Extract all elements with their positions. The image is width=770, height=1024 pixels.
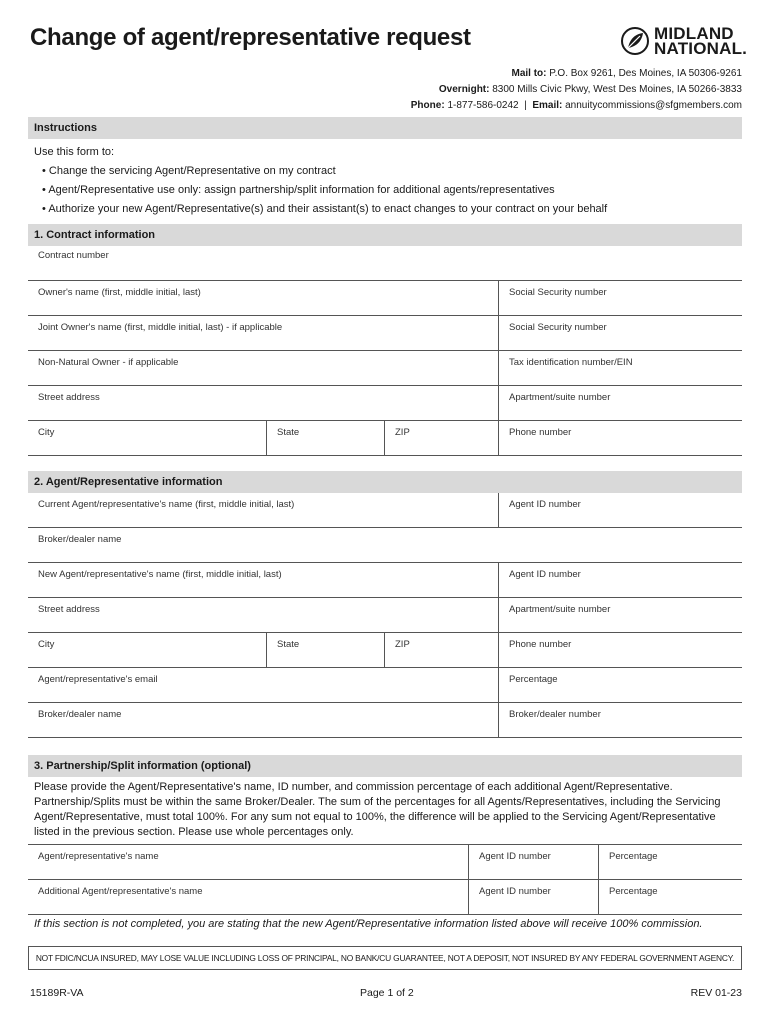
form-id: 15189R-VA — [30, 987, 84, 999]
street-address-field[interactable]: Street address — [38, 392, 100, 403]
mail-label: Mail to: — [511, 68, 547, 79]
agent-apartment-field[interactable]: Apartment/suite number — [498, 598, 742, 632]
agent-state-field[interactable]: State — [266, 633, 384, 667]
email-value: annuitycommissions@sfgmembers.com — [565, 100, 742, 111]
split-row — [28, 880, 742, 915]
commission-note: If this section is not completed, you are stating that the new Agent/Representative information listed above will receive 100% commission. — [34, 918, 703, 930]
split-instructions: Please provide the Agent/Representative's name, ID number, and commission percentage of each additional Agent/Representative. Partnership/Splits must be within the same Broker/Dealer. The sum of the percentages for all Agents/Representatives, including the Servicing Agent/Representative, must total 100%. For any sum not equal to 100%, the difference will be applied to the Servicing Agent/Representative listed in the previous section. Please use whole percentages only. — [34, 781, 721, 838]
revision: REV 01-23 — [690, 987, 742, 999]
new-agent-id-field[interactable]: Agent ID number — [498, 563, 742, 597]
agent-email-field[interactable]: Agent/representative's email — [38, 674, 158, 685]
tin-field[interactable]: Tax identification number/EIN — [498, 351, 742, 385]
owner-row — [28, 281, 742, 316]
additional-percentage-field[interactable]: Percentage — [598, 880, 742, 914]
page-title: Change of agent/representative request — [30, 24, 471, 51]
agent-email-row — [28, 668, 742, 703]
joint-owner-name-field[interactable]: Joint Owner's name (first, middle initial, last) - if applicable — [38, 322, 283, 333]
joint-owner-row — [28, 316, 742, 351]
apartment-field[interactable]: Apartment/suite number — [498, 386, 742, 420]
agent-city-row — [28, 633, 742, 668]
phone-label: Phone: — [410, 100, 445, 111]
logo-line-2: NATIONAL. — [654, 39, 748, 58]
instruction-item: • Authorize your new Agent/Representative(s) and their assistant(s) to enact changes to your contract on your behalf — [34, 200, 607, 219]
disclaimer: NOT FDIC/NCUA INSURED, MAY LOSE VALUE INCLUDING LOSS OF PRINCIPAL, NO BANK/CU GUARANTEE, NOT A DEPOSIT, NOT INSURED BY ANY FEDERAL GOVERNMENT AGENCY. — [28, 946, 742, 970]
split-percentage-field[interactable]: Percentage — [598, 845, 742, 879]
page-number: Page 1 of 2 — [360, 987, 414, 999]
broker-row — [28, 528, 742, 563]
section1-heading: 1. Contract information — [28, 224, 742, 246]
split-agent-name-field[interactable]: Agent/representative's name — [38, 851, 159, 862]
split-row — [28, 845, 742, 880]
new-agent-row — [28, 563, 742, 598]
contact-block: Mail to: P.O. Box 9261, Des Moines, IA 50306-9261 Overnight: 8300 Mills Civic Pkwy, West Des Moines, IA 50266-3833 Phone: 1-877-586-0242 | Email: annuitycommissions@sfgmembers.com — [410, 68, 742, 111]
contract-info-grid — [28, 246, 742, 456]
agent-percentage-field[interactable]: Percentage — [498, 668, 742, 702]
agent-street-field[interactable]: Street address — [38, 604, 100, 615]
zip-field[interactable]: ZIP — [384, 421, 498, 455]
owner-name-field[interactable]: Owner's name (first, middle initial, last) — [38, 287, 201, 298]
agent-zip-field[interactable]: ZIP — [384, 633, 498, 667]
instructions-intro: Use this form to: — [34, 146, 115, 158]
contract-number-row — [28, 246, 742, 281]
agent-phone-field[interactable]: Phone number — [498, 633, 742, 667]
owner-ssn-field[interactable]: Social Security number — [498, 281, 742, 315]
non-natural-owner-field[interactable]: Non-Natural Owner - if applicable — [38, 357, 179, 368]
joint-owner-ssn-field[interactable]: Social Security number — [498, 316, 742, 350]
non-natural-row — [28, 351, 742, 386]
current-agent-name-field[interactable]: Current Agent/representative's name (first, middle initial, last) — [38, 499, 295, 510]
overnight-address: 8300 Mills Civic Pkwy, West Des Moines, IA 50266-3833 — [492, 84, 742, 95]
split-agent-id-field[interactable]: Agent ID number — [468, 845, 598, 879]
contract-number-field[interactable]: Contract number — [38, 250, 109, 261]
current-agent-id-field[interactable]: Agent ID number — [498, 493, 742, 527]
overnight-label: Overnight: — [438, 84, 490, 95]
agent-info-grid — [28, 493, 742, 738]
logo-line-1: MIDLAND — [654, 24, 734, 43]
city-row — [28, 421, 742, 456]
section3-heading: 3. Partnership/Split information (optional) — [28, 755, 742, 777]
agent-broker-number-field[interactable]: Broker/dealer number — [498, 703, 742, 737]
mail-address: P.O. Box 9261, Des Moines, IA 50306-9261 — [549, 68, 742, 79]
street-row — [28, 386, 742, 421]
phone-field[interactable]: Phone number — [498, 421, 742, 455]
instruction-item: • Agent/Representative use only: assign partnership/split information for additional agents/representatives — [34, 181, 607, 200]
midland-national-logo — [620, 26, 747, 56]
city-field[interactable]: City — [38, 427, 55, 438]
instructions-block — [34, 143, 607, 219]
instruction-item: • Change the servicing Agent/Representative on my contract — [34, 162, 607, 181]
agent-broker-row — [28, 703, 742, 738]
section2-heading: 2. Agent/Representative information — [28, 471, 742, 493]
instructions-heading: Instructions — [28, 117, 742, 139]
email-label: Email: — [532, 100, 563, 111]
additional-agent-name-field[interactable]: Additional Agent/representative's name — [38, 886, 203, 897]
agent-broker-name-field[interactable]: Broker/dealer name — [38, 709, 122, 720]
agent-street-row — [28, 598, 742, 633]
current-agent-row — [28, 493, 742, 528]
phone-value: 1-877-586-0242 — [447, 100, 519, 111]
leaf-icon — [620, 26, 650, 56]
split-grid — [28, 844, 742, 915]
agent-city-field[interactable]: City — [38, 639, 55, 650]
new-agent-name-field[interactable]: New Agent/representative's name (first, middle initial, last) — [38, 569, 282, 580]
state-field[interactable]: State — [266, 421, 384, 455]
current-broker-field[interactable]: Broker/dealer name — [38, 534, 122, 545]
additional-agent-id-field[interactable]: Agent ID number — [468, 880, 598, 914]
